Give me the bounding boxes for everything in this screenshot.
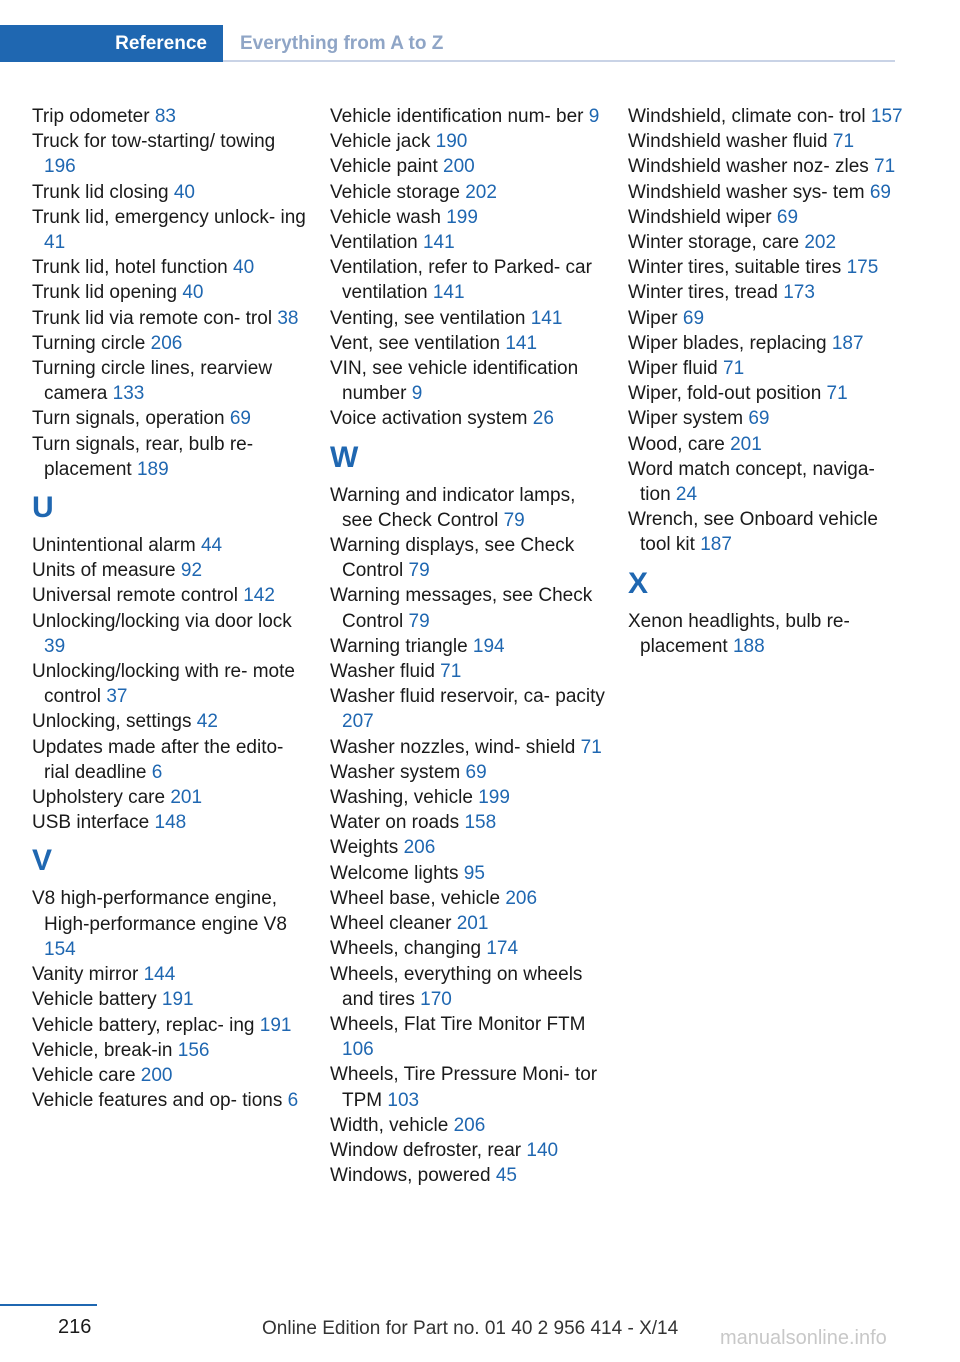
- index-entry: [330, 255, 605, 305]
- index-entry-text: Washer system: [330, 761, 461, 783]
- index-entry-text: Wheels, everything on wheels and tires: [330, 963, 583, 1010]
- index-entry: [330, 735, 605, 760]
- index-entry: [628, 356, 903, 381]
- index-entry-text: Window defroster, rear: [330, 1139, 522, 1161]
- index-entry: [32, 735, 307, 785]
- footer-divider: [0, 1304, 97, 1306]
- index-entry-text: Voice activation system: [330, 408, 528, 430]
- index-page-link[interactable]: 187: [700, 534, 732, 556]
- index-entry: [330, 230, 605, 255]
- index-page-link[interactable]: 170: [420, 988, 452, 1010]
- index-entry-text: Ventilation: [330, 232, 418, 254]
- index-entry: [330, 483, 605, 533]
- index-page-link[interactable]: 71: [440, 661, 462, 683]
- index-entry-text: Washer fluid: [330, 661, 435, 683]
- index-entry: [32, 432, 307, 482]
- index-page-link[interactable]: 26: [532, 408, 554, 430]
- index-entry: [330, 1012, 605, 1062]
- index-entry: [330, 154, 605, 179]
- index-page-link[interactable]: 71: [832, 131, 855, 153]
- index-page-link[interactable]: 44: [200, 535, 223, 557]
- index-entry: [32, 709, 307, 734]
- index-entry-text: Turn signals, operation: [32, 408, 225, 430]
- index-entry-text: Wheels, Flat Tire Monitor FTM: [330, 1013, 586, 1035]
- index-entry: [628, 180, 903, 205]
- edition-text: Online Edition for Part no. 01 40 2 956 414 - X/14: [262, 1318, 679, 1339]
- index-entry-text: Washing, vehicle: [330, 787, 473, 809]
- index-entry: [32, 583, 307, 608]
- index-page-link[interactable]: 95: [463, 862, 485, 884]
- index-entry: [32, 785, 307, 810]
- index-entry: [32, 1013, 307, 1038]
- index-page-link[interactable]: 188: [732, 635, 765, 657]
- index-page-link[interactable]: 175: [846, 257, 879, 279]
- index-entry: [628, 331, 903, 356]
- index-entry-text: Water on roads: [330, 812, 460, 834]
- index-entry-text: Truck for tow-starting/ towing: [32, 131, 276, 153]
- index-entry-text: Trunk lid, hotel function: [32, 257, 228, 279]
- index-page-link[interactable]: 190: [435, 131, 468, 153]
- index-entry-text: Venting, see ventilation: [330, 307, 526, 329]
- index-page-link[interactable]: 173: [783, 282, 815, 304]
- index-page-link[interactable]: 200: [443, 156, 475, 178]
- index-entry-text: Warning messages, see Check Control: [330, 585, 593, 632]
- index-entry: [32, 533, 307, 558]
- index-entry: [32, 280, 307, 305]
- index-page-link[interactable]: 69: [748, 408, 770, 430]
- index-page-link[interactable]: 157: [870, 106, 903, 127]
- index-page-link[interactable]: 45: [495, 1165, 517, 1187]
- index-entry: [628, 230, 903, 255]
- page-header: [0, 25, 895, 62]
- index-entry-text: Washer nozzles, wind- shield: [330, 736, 576, 758]
- index-entry-text: Weights: [330, 837, 399, 859]
- index-page-link[interactable]: 148: [154, 812, 187, 834]
- index-entry: [628, 406, 903, 431]
- index-entry-text: Washer fluid reservoir, ca- pacity: [330, 686, 605, 708]
- index-entry: [330, 785, 605, 810]
- index-entry-text: Winter tires, suitable tires: [628, 257, 842, 279]
- index-entry-text: Vehicle paint: [330, 156, 438, 178]
- index-entry: [32, 255, 307, 280]
- index-entry-text: Unlocking, settings: [32, 711, 192, 733]
- index-page-link[interactable]: 71: [826, 383, 848, 405]
- index-page-link[interactable]: 79: [408, 560, 430, 582]
- index-entry: [330, 331, 605, 356]
- index-page-link[interactable]: 6: [287, 1090, 299, 1112]
- index-entry-text: Vent, see ventilation: [330, 332, 501, 354]
- index-column-3: [628, 104, 903, 659]
- index-entry: [330, 533, 605, 583]
- index-column-2: [330, 104, 605, 1188]
- index-column-1: [32, 104, 307, 1113]
- index-entry: [330, 1062, 605, 1112]
- index-page-link[interactable]: 144: [143, 964, 176, 986]
- index-entry: [330, 406, 605, 431]
- index-entry-text: Warning triangle: [330, 635, 468, 657]
- index-entry: [32, 129, 307, 179]
- index-letter-heading: V: [32, 844, 53, 878]
- index-entry-text: Wiper: [628, 307, 678, 329]
- index-entry-text: Units of measure: [32, 560, 176, 582]
- index-page-link[interactable]: 141: [505, 332, 538, 354]
- index-entry: [628, 255, 903, 280]
- index-page-link[interactable]: 191: [259, 1014, 292, 1036]
- index-entry: [628, 205, 903, 230]
- index-entry: [32, 406, 307, 431]
- index-entry: [330, 911, 605, 936]
- index-page-link[interactable]: 24: [675, 484, 698, 506]
- index-entry-text: Windshield, climate con- trol: [628, 106, 866, 127]
- index-entry-text: Wheels, Tire Pressure Moni- tor TPM: [330, 1064, 598, 1111]
- index-page-link[interactable]: 6: [151, 761, 163, 783]
- index-entry: [32, 356, 307, 406]
- section-subtitle: Everything from A to Z: [240, 32, 444, 54]
- index-entry: [32, 1088, 307, 1113]
- index-page-link[interactable]: 201: [170, 787, 203, 809]
- index-entry: [628, 457, 903, 507]
- index-entry: [628, 609, 903, 659]
- index-page-link[interactable]: 71: [580, 736, 602, 758]
- index-page-link[interactable]: 194: [472, 635, 505, 657]
- index-entry: [32, 205, 307, 255]
- index-entry: [628, 381, 903, 406]
- index-entry-text: Windshield washer fluid: [628, 131, 828, 153]
- index-entry-text: Upholstery care: [32, 787, 166, 809]
- index-page-link[interactable]: 69: [869, 181, 891, 203]
- index-page-link[interactable]: 37: [106, 686, 128, 708]
- index-entry: [32, 659, 307, 709]
- index-page-link[interactable]: 200: [140, 1064, 173, 1086]
- index-entry-text: V8 high-performance engine, High-performance engine V8: [32, 888, 287, 935]
- index-entry-text: Vehicle, break-in: [32, 1039, 173, 1061]
- index-entry: [32, 331, 307, 356]
- index-letter-heading: W: [330, 440, 359, 474]
- index-page-link[interactable]: 79: [503, 509, 525, 531]
- section-tab-reference: Reference: [0, 25, 223, 62]
- index-page-link[interactable]: 69: [682, 307, 705, 329]
- index-entry-text: Xenon headlights, bulb re- placement: [628, 610, 850, 657]
- index-entry: [330, 306, 605, 331]
- index-entry-text: Wheels, changing: [330, 938, 482, 960]
- index-page-link[interactable]: 156: [177, 1039, 210, 1061]
- index-entry: [32, 1063, 307, 1088]
- index-page-link[interactable]: 83: [154, 106, 176, 127]
- index-entry: [32, 609, 307, 659]
- index-page-link[interactable]: 42: [196, 711, 218, 733]
- index-entry-text: Winter storage, care: [628, 232, 800, 254]
- index-page-link[interactable]: 206: [150, 332, 183, 354]
- index-entry-text: Wood, care: [628, 433, 725, 455]
- index-entry: [32, 1038, 307, 1063]
- index-entry-text: Turning circle: [32, 332, 146, 354]
- index-entry-text: Trip odometer: [32, 106, 150, 127]
- index-page-link[interactable]: 40: [173, 181, 195, 203]
- index-entry-text: Vehicle jack: [330, 131, 431, 153]
- index-letter-heading: X: [628, 566, 649, 600]
- index-entry: [628, 306, 903, 331]
- index-entry-text: Wrench, see Onboard vehicle tool kit: [628, 509, 878, 556]
- index-page-link[interactable]: 71: [723, 358, 745, 380]
- index-page-link[interactable]: 9: [411, 383, 423, 405]
- index-entry: [330, 810, 605, 835]
- index-entry-text: Word match concept, naviga- tion: [628, 458, 875, 506]
- index-entry-text: Unintentional alarm: [32, 535, 196, 557]
- index-page-link[interactable]: 158: [464, 812, 497, 834]
- index-entry-text: Windows, powered: [330, 1165, 491, 1187]
- index-page-link[interactable]: 40: [233, 257, 255, 279]
- index-entry: [628, 154, 903, 179]
- index-page-link[interactable]: 201: [456, 913, 489, 935]
- index-entry: [628, 507, 903, 557]
- index-entry: [32, 306, 307, 331]
- index-page-link[interactable]: 141: [530, 307, 563, 329]
- index-page-link[interactable]: 69: [776, 206, 799, 228]
- watermark: manualsonline.info: [720, 1327, 887, 1349]
- index-entry: [330, 356, 605, 406]
- index-page-link[interactable]: 206: [453, 1114, 486, 1136]
- index-page-link[interactable]: 38: [277, 307, 299, 329]
- index-page-link[interactable]: 79: [408, 610, 430, 632]
- index-entry-text: Trunk lid, emergency unlock- ing: [32, 206, 306, 228]
- index-entry: [330, 659, 605, 684]
- index-page-link[interactable]: 189: [136, 458, 169, 480]
- index-entry: [330, 583, 605, 633]
- index-entry: [628, 129, 903, 154]
- index-entry-text: Trunk lid closing: [32, 181, 169, 203]
- index-page-link[interactable]: 154: [44, 938, 76, 960]
- index-entry: [330, 962, 605, 1012]
- index-entry: [330, 1138, 605, 1163]
- index-entry-text: Turn signals, rear, bulb re- placement: [32, 433, 254, 480]
- index-page-link[interactable]: 206: [505, 887, 538, 909]
- index-entry-text: Wiper fluid: [628, 358, 718, 380]
- index-page-link[interactable]: 71: [874, 156, 896, 178]
- index-page-link[interactable]: 40: [182, 282, 204, 304]
- index-entry: [32, 962, 307, 987]
- index-letter-heading: U: [32, 491, 54, 525]
- index-page-link[interactable]: 202: [465, 181, 497, 203]
- index-entry: [330, 886, 605, 911]
- index-page-link[interactable]: 41: [44, 232, 66, 254]
- index-page-link[interactable]: 196: [44, 156, 76, 178]
- index-entry-text: Vehicle storage: [330, 181, 460, 203]
- index-entry: [32, 810, 307, 835]
- index-entry-text: Welcome lights: [330, 862, 459, 884]
- index-entry: [32, 180, 307, 205]
- index-entry-text: Warning displays, see Check Control: [330, 535, 575, 582]
- index-entry: [330, 1113, 605, 1138]
- index-entry-text: Windshield wiper: [628, 206, 772, 228]
- index-entry: [330, 129, 605, 154]
- index-entry-text: USB interface: [32, 812, 150, 834]
- index-entry-text: Wiper blades, replacing: [628, 332, 827, 354]
- index-entry-text: Wheel cleaner: [330, 913, 452, 935]
- index-entry-text: Trunk lid opening: [32, 282, 178, 304]
- index-entry-text: Vehicle features and op- tions: [32, 1090, 283, 1112]
- index-entry-text: Vehicle battery, replac- ing: [32, 1014, 255, 1036]
- index-entry-text: Unlocking/locking via door lock: [32, 610, 292, 632]
- index-entry: [330, 936, 605, 961]
- index-entry-text: Ventilation, refer to Parked- car ventilation: [330, 257, 592, 304]
- index-entry-text: Winter tires, tread: [628, 282, 778, 304]
- index-entry-text: VIN, see vehicle identification number: [330, 358, 579, 405]
- index-page-link[interactable]: 187: [831, 332, 864, 354]
- index-page-link[interactable]: 103: [387, 1089, 420, 1111]
- index-entry: [330, 634, 605, 659]
- index-page-link[interactable]: 69: [229, 408, 251, 430]
- index-page-link[interactable]: 140: [526, 1139, 559, 1161]
- index-entry-text: Vehicle identification num- ber: [330, 106, 584, 127]
- index-entry-text: Wheel base, vehicle: [330, 887, 501, 909]
- index-page-link[interactable]: 207: [342, 711, 374, 733]
- index-page-link[interactable]: 39: [44, 635, 66, 657]
- index-page-link[interactable]: 201: [730, 433, 762, 455]
- index-entry: [32, 558, 307, 583]
- index-entry: [330, 684, 605, 734]
- index-page-link[interactable]: 106: [342, 1039, 374, 1061]
- index-page-link[interactable]: 199: [446, 206, 478, 228]
- index-page-link[interactable]: 142: [243, 585, 275, 607]
- index-entry-text: Vanity mirror: [32, 964, 139, 986]
- index-entry-text: Windshield washer sys- tem: [628, 181, 865, 203]
- index-page-link[interactable]: 202: [804, 232, 837, 254]
- index-entry: [330, 180, 605, 205]
- index-page-link[interactable]: 9: [588, 106, 600, 127]
- index-entry: [330, 1163, 605, 1188]
- index-entry-text: Warning and indicator lamps, see Check Control: [330, 484, 576, 531]
- index-entry: [628, 280, 903, 305]
- index-entry: [330, 104, 605, 129]
- index-entry: [628, 104, 903, 129]
- index-entry-text: Turning circle lines, rearview camera: [32, 358, 273, 405]
- index-page-link[interactable]: 199: [478, 787, 510, 809]
- index-entry-text: Updates made after the edito- rial deadline: [32, 736, 284, 783]
- index-entry-text: Wiper, fold-out position: [628, 383, 822, 405]
- index-entry: [32, 886, 307, 962]
- index-entry: [32, 987, 307, 1012]
- index-entry: [32, 104, 307, 129]
- index-page-link[interactable]: 133: [112, 383, 145, 405]
- index-entry: [330, 205, 605, 230]
- index-page-link[interactable]: 92: [180, 560, 203, 582]
- index-entry-text: Vehicle battery: [32, 989, 157, 1011]
- index-entry-text: Windshield washer noz- zles: [628, 156, 869, 178]
- index-entry-text: Vehicle care: [32, 1064, 136, 1086]
- index-page-link[interactable]: 174: [486, 938, 519, 960]
- index-entry-text: Unlocking/locking with re- mote control: [32, 661, 295, 708]
- index-page-link[interactable]: 141: [432, 282, 465, 304]
- index-entry-text: Universal remote control: [32, 585, 238, 607]
- index-page-link[interactable]: 141: [422, 232, 455, 254]
- index-page-link[interactable]: 69: [465, 761, 487, 783]
- index-page-link[interactable]: 191: [161, 989, 194, 1011]
- index-entry-text: Wiper system: [628, 408, 744, 430]
- index-entry-text: Trunk lid via remote con- trol: [32, 307, 273, 329]
- index-entry: [330, 835, 605, 860]
- index-entry: [628, 432, 903, 457]
- index-entry: [330, 760, 605, 785]
- index-entry-text: Vehicle wash: [330, 206, 441, 228]
- index-entry-text: Width, vehicle: [330, 1114, 449, 1136]
- index-page-link[interactable]: 206: [403, 837, 436, 859]
- index-entry: [330, 861, 605, 886]
- page-number: 216: [58, 1316, 92, 1338]
